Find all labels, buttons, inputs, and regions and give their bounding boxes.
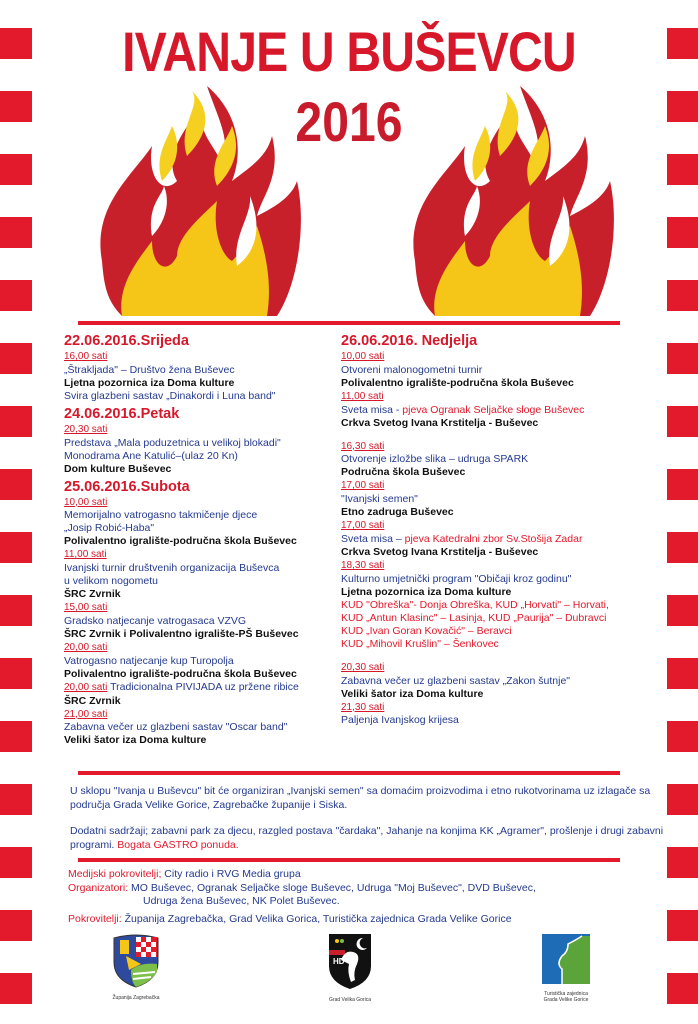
logo-caption-1: Turistička zajednica	[544, 991, 588, 997]
event-time-line	[64, 496, 344, 510]
decor-stripe	[0, 658, 32, 689]
event-description	[64, 509, 344, 522]
event-performer	[341, 599, 666, 612]
event-performer	[341, 625, 666, 638]
event-description	[341, 364, 666, 377]
event-text: Crkva Svetog Ivana Krstitelja - Buševec	[341, 545, 539, 558]
organizers-continued: Udruga žena Buševec, NK Polet Buševec.	[143, 895, 340, 907]
poster-year: 2016	[295, 90, 403, 153]
event-time-line	[341, 519, 666, 533]
info-section	[70, 785, 670, 852]
schedule-right-column	[341, 330, 666, 727]
decor-stripe	[0, 721, 32, 752]
event-description	[341, 453, 666, 466]
event-time: 21,00 sati	[64, 708, 108, 720]
event-text: Crkva Svetog Ivana Krstitelja - Buševec	[341, 416, 539, 429]
event-location	[64, 734, 344, 747]
event-text: ŠRC Zvrnik	[64, 588, 121, 601]
day-heading: 26.06.2016. Nedjelja	[341, 333, 478, 349]
day-heading: 24.06.2016.Petak	[64, 405, 180, 422]
poster-title: IVANJE U BUŠEVCU	[122, 20, 576, 83]
event-time: 11,00 sati	[64, 549, 107, 561]
event-location	[64, 628, 344, 641]
day-heading: 25.06.2016.Subota	[64, 478, 190, 495]
event-description	[341, 675, 666, 688]
event-text: Otvoreni malonogometni turnir	[341, 363, 483, 376]
decor-stripe	[667, 217, 698, 248]
event-text: "Ivanjski semen"	[341, 493, 418, 506]
event-location	[341, 586, 666, 599]
event-text: Polivalentno igralište-područna škola Buševec	[341, 376, 574, 389]
event-time: 17,00 sati	[341, 520, 385, 532]
event-time-line	[64, 681, 344, 695]
decor-stripe	[0, 784, 32, 815]
event-text: Gradsko natjecanje vatrogasaca VZVG	[64, 614, 247, 627]
event-text: „Štrakljada" – Društvo žena Buševec	[64, 363, 235, 376]
event-text: Ivanjski turnir društvenih organizacija Buševca	[64, 562, 280, 575]
event-location	[64, 463, 344, 476]
event-text: Dom kulture Buševec	[64, 462, 172, 475]
event-time-line	[64, 548, 344, 562]
event-location	[64, 535, 344, 548]
decor-stripe	[667, 973, 698, 1004]
event-time-line	[341, 350, 666, 364]
event-time-line	[341, 479, 666, 493]
event-text: u velikom nogometu	[64, 575, 158, 588]
event-time: 20,30 sati	[341, 661, 385, 673]
event-location	[341, 417, 666, 430]
event-time: 11,00 sati	[341, 390, 384, 402]
event-description	[341, 533, 666, 546]
event-time: 15,00 sati	[64, 602, 108, 614]
day-heading: 22.06.2016.Srijeda	[64, 333, 189, 349]
event-description	[64, 575, 344, 588]
event-description	[64, 390, 344, 403]
divider-middle	[78, 771, 620, 775]
spacer	[341, 430, 666, 440]
event-text: KUD „Mihovil Krušlin" – Šenkovec	[341, 637, 499, 650]
event-location	[64, 695, 344, 708]
event-text: Paljenja Ivanjskog krijesa	[341, 714, 459, 727]
event-description	[341, 714, 666, 727]
event-location	[64, 588, 344, 601]
choir-name: pjeva Ogranak Seljačke sloge Buševec	[402, 403, 585, 416]
decor-stripe	[667, 406, 698, 437]
decor-stripe	[667, 784, 698, 815]
event-time: 21,30 sati	[341, 701, 385, 713]
event-text: Zabavna večer uz glazbeni sastav „Zakon šutnje"	[341, 674, 571, 687]
decor-stripe	[667, 532, 698, 563]
zupanija-zagrebacka-logo	[108, 932, 164, 1001]
decor-stripe	[0, 91, 32, 122]
event-text: Zabavna večer uz glazbeni sastav "Oscar band"	[64, 721, 288, 734]
event-time: 20,00 sati	[64, 681, 108, 693]
event-description	[64, 450, 344, 463]
event-performer	[341, 638, 666, 651]
event-text: Veliki šator iza Doma kulture	[341, 687, 484, 700]
event-description	[64, 721, 344, 734]
decor-stripe	[667, 343, 698, 374]
event-text: Kulturno umjetnički program "Običaji kroz godinu"	[341, 572, 572, 585]
logo-caption-2: Grada Velike Gorice	[543, 997, 589, 1003]
turisticka-zajednica-icon	[542, 934, 590, 984]
event-time: 18,30 sati	[341, 559, 385, 571]
info-paragraph-semen: U sklopu "Ivanja u Buševcu" bit će organiziran „Ivanjski semen" sa domaćim proizvodima i etno rukotvorinama uz izlagače sa područja Grada Velike Gorice, Zagrebačke županije i Siska.	[70, 785, 651, 811]
organizers: Organizatori: MO Buševec, Ogranak Seljačke sloge Buševec, Udruga "Moj Buševec", DVD Buševec,	[68, 881, 536, 894]
event-text: Otvorenje izložbe slika – udruga SPARK	[341, 453, 529, 466]
decor-stripe	[0, 343, 32, 374]
decor-stripe	[0, 847, 32, 878]
event-text: KUD "Obreška"- Donja Obreška, KUD „Horvati" – Horvati,	[341, 598, 609, 611]
event-location	[341, 688, 666, 701]
event-time-line	[64, 601, 344, 615]
event-time: 16,30 sati	[341, 440, 385, 452]
event-text: KUD „Antun Klasinc" – Lasinja, KUD „Paurija" – Dubravci	[341, 611, 607, 624]
event-time-line	[341, 390, 666, 404]
event-time: 20,30 sati	[64, 423, 108, 435]
decor-stripe	[667, 658, 698, 689]
event-text: Sveta misa –	[341, 532, 405, 545]
decor-stripe	[667, 469, 698, 500]
decor-stripe	[667, 280, 698, 311]
credits-section	[68, 868, 668, 926]
media-sponsors: Medijski pokrovitelji; City radio i RVG Media grupa	[68, 868, 301, 880]
event-time: 20,00 sati	[64, 641, 108, 653]
decor-stripe	[667, 154, 698, 185]
decor-stripe	[0, 154, 32, 185]
decor-stripe	[0, 406, 32, 437]
event-location	[341, 377, 666, 390]
event-description	[64, 562, 344, 575]
decor-stripe	[0, 217, 32, 248]
event-text: Veliki šator iza Doma kulture	[64, 734, 207, 747]
event-description	[341, 404, 666, 417]
event-text: Monodrama Ane Katulić–(ulaz 20 Kn)	[64, 449, 238, 462]
event-time: 10,00 sati	[64, 496, 108, 508]
event-time-line	[341, 440, 666, 454]
event-description	[64, 364, 344, 377]
decor-stripe	[667, 847, 698, 878]
event-text: Ljetna pozornica iza Doma kulture	[341, 585, 512, 598]
event-location	[341, 466, 666, 479]
event-description	[341, 493, 666, 506]
event-text: Polivalentno igralište-područna škola Buševec	[64, 535, 297, 548]
sponsors: Pokrovitelji: Županija Zagrebačka, Grad Velika Gorica, Turistička zajednica Grada Velike Gorice	[68, 912, 512, 925]
decor-stripe	[0, 532, 32, 563]
divider-top	[78, 321, 620, 325]
spacer	[341, 651, 666, 661]
decor-stripe	[0, 973, 32, 1004]
decor-stripe	[0, 28, 32, 59]
event-description	[341, 573, 666, 586]
choir-name: pjeva Katedralni zbor Sv.Stošija Zadar	[404, 532, 583, 545]
event-time: 10,00 sati	[341, 351, 385, 362]
event-description	[64, 522, 344, 535]
event-text: Etno zadruga Buševec	[341, 506, 454, 519]
event-text: Sveta misa -	[341, 403, 403, 416]
event-text: ŠRC Zvrnik i Polivalentno igralište-PŠ Buševec	[64, 627, 299, 640]
event-description	[64, 615, 344, 628]
logo-caption: Grad Velika Gorica	[329, 997, 371, 1003]
decor-stripe	[0, 910, 32, 941]
event-location	[341, 546, 666, 559]
decor-stripe	[667, 595, 698, 626]
velika-gorica-crest-icon	[327, 932, 373, 990]
event-text: ŠRC Zvrnik	[64, 694, 121, 707]
event-text: KUD „Ivan Goran Kovačić" – Beravci	[341, 624, 512, 637]
event-time-line	[64, 350, 344, 364]
gastro-offer: Bogata GASTRO ponuda.	[117, 838, 239, 851]
event-description	[64, 655, 344, 668]
grad-velika-gorica-logo	[325, 932, 375, 1003]
decor-stripe	[0, 595, 32, 626]
event-time: 17,00 sati	[341, 480, 385, 492]
event-time-line	[341, 661, 666, 675]
event-location	[64, 377, 344, 390]
event-location	[341, 506, 666, 519]
event-description	[64, 437, 344, 450]
event-text: Predstava „Mala poduzetnica u velikoj blokadi"	[64, 436, 281, 449]
event-time: 16,00 sati	[64, 351, 108, 362]
event-time-line	[64, 641, 344, 655]
info-paragraph-extras: Dodatni sadržaji; zabavni park za djecu, razgled postava "čardaka", Jahanje na konjima KK „Agramer", prošlenje i drugi zabavni programi. Bogata GASTRO ponuda.	[70, 825, 664, 851]
event-title: Tradicionalna PIVIJADA uz pržene ribice	[110, 680, 299, 693]
event-performer	[341, 612, 666, 625]
event-text: Ljetna pozornica iza Doma kulture	[64, 376, 235, 389]
zupanija-crest-icon	[111, 932, 161, 988]
event-text: Vatrogasno natjecanje kup Turopolja	[64, 654, 234, 667]
event-text: Polivalentno igralište-područna škola Buševec	[64, 667, 297, 680]
event-time-line	[64, 423, 344, 437]
event-text: Memorijalno vatrogasno takmičenje djece	[64, 509, 258, 522]
schedule-left-column	[64, 330, 344, 747]
decor-stripe	[667, 28, 698, 59]
event-text: Svira glazbeni sastav „Dinakordi i Luna band"	[64, 389, 276, 402]
event-time-line	[341, 559, 666, 573]
turisticka-zajednica-logo	[538, 934, 594, 1003]
event-time-line	[64, 708, 344, 722]
event-location	[64, 668, 344, 681]
decor-stripe	[667, 910, 698, 941]
decor-stripe	[667, 721, 698, 752]
divider-bottom	[78, 858, 620, 862]
event-text: Područna škola Buševec	[341, 466, 466, 479]
decor-stripe	[667, 91, 698, 122]
decor-stripe	[0, 280, 32, 311]
event-text: „Josip Robić-Haba"	[64, 522, 155, 535]
svg-text:HD: HD	[333, 957, 345, 966]
decor-stripe	[0, 469, 32, 500]
event-time-line	[341, 701, 666, 715]
logo-caption: Županija Zagrebačka	[112, 995, 160, 1001]
